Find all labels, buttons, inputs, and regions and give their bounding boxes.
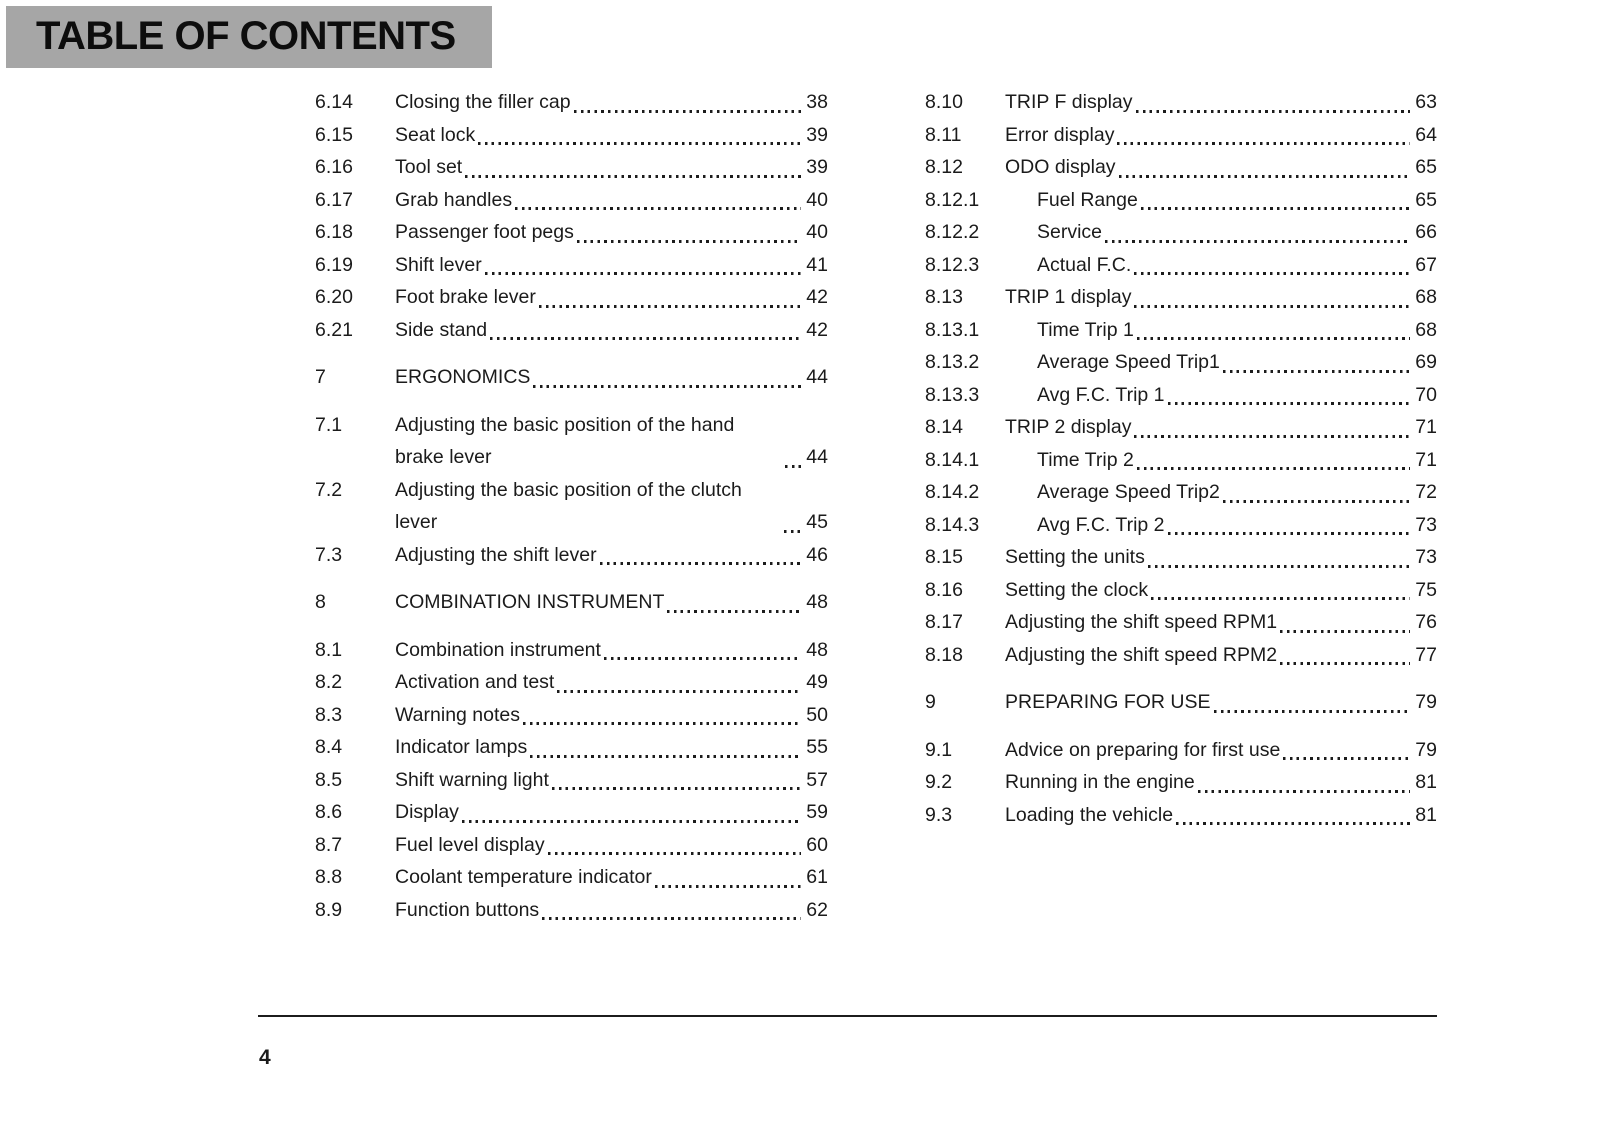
toc-entry-number: 8.12.2 <box>925 221 980 243</box>
toc-dot-leader <box>478 142 801 145</box>
toc-entry-page: 48 <box>806 591 828 613</box>
toc-dot-leader <box>1214 710 1411 713</box>
toc-entry-number: 8.13 <box>925 286 963 308</box>
toc-entry <box>925 766 1437 799</box>
toc-entry-title: TRIP 1 display <box>1005 286 1132 308</box>
toc-entry-page: 79 <box>1415 738 1437 761</box>
toc-entry-page: 73 <box>1415 546 1437 568</box>
toc-entry-number: 8.14.1 <box>925 448 980 471</box>
toc-dot-leader <box>539 305 801 308</box>
toc-entry-number: 6.14 <box>315 91 353 113</box>
toc-entry-page: 81 <box>1415 803 1437 826</box>
toc-entry-number: 6.20 <box>315 286 353 308</box>
toc-entry-number: 6.18 <box>315 221 353 243</box>
toc-entry-number: 8.9 <box>315 898 343 921</box>
toc-entry-number: 7.1 <box>315 413 343 436</box>
toc-entry-title: Display <box>395 801 459 823</box>
toc-entry-page: 50 <box>806 703 828 726</box>
toc-dot-leader <box>1105 240 1410 243</box>
toc-entry-number: 8.5 <box>315 768 343 791</box>
toc-entry-page: 42 <box>806 286 828 308</box>
toc-dot-leader <box>1223 370 1410 373</box>
toc-entry-page: 65 <box>1415 156 1437 178</box>
toc-entry <box>925 411 1437 444</box>
toc-entry <box>315 281 828 314</box>
toc-entry <box>315 731 828 764</box>
toc-entry <box>315 249 828 282</box>
toc-dot-leader <box>1168 402 1411 405</box>
toc-dot-leader <box>1134 305 1410 308</box>
toc-entry <box>315 409 828 474</box>
toc-entry-title: Loading the vehicle <box>1005 803 1174 826</box>
toc-entry-title: Running in the engine <box>1005 771 1195 793</box>
toc-entry <box>315 361 828 394</box>
toc-entry-title: Seat lock <box>395 123 476 146</box>
toc-entry-number: 8.10 <box>925 91 963 113</box>
toc-entry-number: 8.4 <box>315 736 343 758</box>
toc-dot-leader <box>1141 207 1410 210</box>
toc-entry-page: 60 <box>806 833 828 856</box>
toc-entry-number: 8.7 <box>315 833 343 856</box>
toc-entry-page: 63 <box>1415 91 1437 113</box>
toc-entry-number: 8.12.1 <box>925 188 980 211</box>
toc-entry-title: Fuel Range <box>1037 188 1138 211</box>
toc-entry-page: 46 <box>806 543 828 566</box>
toc-entry-page: 73 <box>1415 513 1437 536</box>
toc-entry-page: 57 <box>806 768 828 791</box>
toc-dot-leader <box>1137 467 1411 470</box>
toc-entry-number: 8.6 <box>315 801 343 823</box>
toc-entry <box>315 586 828 619</box>
toc-entry <box>925 314 1437 347</box>
toc-entry-number: 9.2 <box>925 771 953 793</box>
toc-dot-leader <box>1280 662 1410 665</box>
toc-entry <box>925 686 1437 719</box>
toc-entry-title: Adjusting the shift speed RPM2 <box>1005 643 1278 666</box>
toc-entry-page: 55 <box>806 736 828 758</box>
toc-entry-title: Coolant temperature indicator <box>395 866 652 888</box>
toc-entry-number: 9.3 <box>925 803 953 826</box>
toc-entry <box>925 734 1437 767</box>
toc-entry <box>925 444 1437 477</box>
toc-entry-number: 6.21 <box>315 318 353 341</box>
toc-entry <box>315 314 828 347</box>
toc-entry-title: Adjusting the basic position of the hand brake lever <box>395 413 735 468</box>
toc-entry-number: 9.1 <box>925 738 953 761</box>
toc-entry-page: 64 <box>1415 123 1437 146</box>
toc-dot-leader <box>784 530 802 533</box>
toc-dot-leader <box>667 610 801 613</box>
toc-entry-page: 42 <box>806 318 828 341</box>
toc-dot-leader <box>1176 822 1410 825</box>
toc-entry <box>925 184 1437 217</box>
toc-dot-leader <box>1283 757 1410 760</box>
toc-entry-page: 48 <box>806 638 828 661</box>
toc-entry-number: 6.15 <box>315 123 353 146</box>
toc-entry-number: 8.18 <box>925 643 963 666</box>
toc-dot-leader <box>600 562 802 565</box>
toc-entry-number: 8.14.2 <box>925 481 980 503</box>
toc-entry-number: 8.16 <box>925 578 963 601</box>
toc-dot-leader <box>785 465 801 468</box>
page-number-label: 4 <box>259 1046 271 1069</box>
toc-entry-title: Function buttons <box>395 898 540 921</box>
toc-entry-page: 71 <box>1415 448 1437 471</box>
toc-entry-number: 8.3 <box>315 703 343 726</box>
toc-entry-number: 6.19 <box>315 253 353 276</box>
toc-entry <box>925 216 1437 249</box>
toc-entry-page: 40 <box>806 188 828 211</box>
toc-entry-number: 8.1 <box>315 638 343 661</box>
toc-entry <box>925 509 1437 542</box>
toc-entry-page: 38 <box>806 91 828 113</box>
toc-entry-page: 76 <box>1415 611 1437 633</box>
toc-entry-number: 7 <box>315 366 326 388</box>
toc-entry <box>315 861 828 894</box>
toc-entry-page: 79 <box>1415 691 1437 713</box>
toc-entry-number: 7.2 <box>315 478 343 501</box>
toc-entry <box>925 574 1437 607</box>
toc-entry <box>925 379 1437 412</box>
toc-entry-number: 8.11 <box>925 123 962 146</box>
toc-dot-leader <box>1148 565 1410 568</box>
page-title: TABLE OF CONTENTS <box>36 14 456 58</box>
toc-entry <box>315 474 828 539</box>
toc-dot-leader <box>557 690 801 693</box>
toc-entry-title: Tool set <box>395 156 463 178</box>
toc-entry-page: 62 <box>806 898 828 921</box>
toc-dot-leader <box>515 207 801 210</box>
toc-entry-page: 39 <box>806 123 828 146</box>
toc-entry <box>315 829 828 862</box>
toc-entry-title: Warning notes <box>395 703 521 726</box>
toc-dot-leader <box>574 110 802 113</box>
toc-entry-page: 59 <box>806 801 828 823</box>
toc-entry-title: ERGONOMICS <box>395 366 531 388</box>
toc-entry <box>925 249 1437 282</box>
toc-dot-leader <box>552 787 801 790</box>
toc-entry-title: ODO display <box>1005 156 1116 178</box>
toc-entry-title: Passenger foot pegs <box>395 221 574 243</box>
toc-dot-leader <box>533 385 801 388</box>
toc-entry-title: Avg F.C. Trip 2 <box>1037 513 1165 536</box>
toc-entry-number: 8.17 <box>925 611 963 633</box>
toc-entry-number: 8.13.2 <box>925 351 980 373</box>
toc-dot-leader <box>1223 500 1410 503</box>
toc-entry-page: 67 <box>1415 253 1437 276</box>
toc-entry <box>925 281 1437 314</box>
toc-entry-page: 44 <box>806 446 828 468</box>
toc-entry-page: 71 <box>1415 416 1437 438</box>
toc-entry-page: 45 <box>806 511 828 533</box>
toc-entry-title: TRIP 2 display <box>1005 416 1132 438</box>
toc-entry-page: 66 <box>1415 221 1437 243</box>
toc-entry <box>315 119 828 152</box>
toc-entry-title: Grab handles <box>395 188 513 211</box>
toc-entry-title: Actual F.C. <box>1037 253 1132 276</box>
toc-dot-leader <box>1151 597 1410 600</box>
toc-entry-page: 49 <box>806 671 828 693</box>
toc-entry-number: 8.13.3 <box>925 383 980 406</box>
toc-entry <box>315 151 828 184</box>
toc-dot-leader <box>1136 110 1411 113</box>
toc-entry-title: Adjusting the shift speed RPM1 <box>1005 611 1278 633</box>
toc-dot-leader <box>655 885 801 888</box>
toc-entry-page: 70 <box>1415 383 1437 406</box>
toc-entry-number: 8.13.1 <box>925 318 980 341</box>
toc-entry-title: Shift warning light <box>395 768 549 791</box>
toc-dot-leader <box>1134 435 1410 438</box>
toc-entry-page: 72 <box>1415 481 1437 503</box>
toc-entry-page: 44 <box>806 366 828 388</box>
toc-dot-leader <box>1168 532 1411 535</box>
toc-entry-number: 6.16 <box>315 156 353 178</box>
toc-entry <box>925 86 1437 119</box>
toc-entry <box>315 184 828 217</box>
toc-entry <box>925 119 1437 152</box>
toc-entry-page: 41 <box>806 253 828 276</box>
toc-dot-leader <box>485 272 802 275</box>
toc-entry-number: 8.14 <box>925 416 963 438</box>
toc-entry-page: 68 <box>1415 286 1437 308</box>
toc-entry-page: 65 <box>1415 188 1437 211</box>
toc-entry-title: COMBINATION INSTRUMENT <box>395 591 665 613</box>
toc-entry-title: Time Trip 2 <box>1037 448 1134 471</box>
toc-dot-leader <box>530 755 801 758</box>
toc-entry-page: 81 <box>1415 771 1437 793</box>
toc-entry <box>925 151 1437 184</box>
toc-entry-number: 8.14.3 <box>925 513 980 536</box>
toc-entry-title: Average Speed Trip1 <box>1037 351 1220 373</box>
toc-entry-title: Shift lever <box>395 253 482 276</box>
toc-entry-page: 68 <box>1415 318 1437 341</box>
toc-dot-leader <box>1117 142 1410 145</box>
toc-entry <box>315 699 828 732</box>
toc-entry-number: 8.12 <box>925 156 963 178</box>
table-of-contents <box>258 86 1437 926</box>
page-header <box>6 6 492 68</box>
toc-entry-title: Combination instrument <box>395 638 601 661</box>
toc-entry-title: Time Trip 1 <box>1037 318 1134 341</box>
toc-dot-leader <box>1134 272 1410 275</box>
toc-entry-title: Setting the clock <box>1005 578 1149 601</box>
toc-entry-page: 75 <box>1415 578 1437 601</box>
toc-entry <box>315 796 828 829</box>
toc-dot-leader <box>462 820 801 823</box>
toc-entry <box>315 764 828 797</box>
toc-entry-title: Activation and test <box>395 671 555 693</box>
toc-dot-leader <box>490 337 801 340</box>
toc-entry <box>925 606 1437 639</box>
toc-entry-title: Adjusting the shift lever <box>395 543 597 566</box>
toc-entry-title: Service <box>1037 221 1103 243</box>
toc-dot-leader <box>1198 790 1411 793</box>
toc-entry-number: 8.15 <box>925 546 963 568</box>
toc-column-left <box>258 86 828 926</box>
toc-dot-leader <box>1280 630 1410 633</box>
toc-entry <box>925 799 1437 832</box>
toc-entry <box>315 539 828 572</box>
toc-entry-title: Fuel level display <box>395 833 545 856</box>
toc-entry-page: 61 <box>806 866 828 888</box>
toc-entry <box>925 541 1437 574</box>
toc-dot-leader <box>542 917 801 920</box>
footer-rule <box>258 1015 1437 1017</box>
toc-dot-leader <box>465 175 801 178</box>
toc-entry-title: Side stand <box>395 318 488 341</box>
toc-entry <box>315 666 828 699</box>
toc-entry <box>315 86 828 119</box>
toc-entry-page: 77 <box>1415 643 1437 666</box>
toc-entry-title: Foot brake lever <box>395 286 536 308</box>
toc-dot-leader <box>1137 337 1411 340</box>
toc-entry <box>315 894 828 927</box>
toc-dot-leader <box>577 240 801 243</box>
toc-entry <box>925 639 1437 672</box>
toc-entry-number: 7.3 <box>315 543 343 566</box>
toc-entry-title: PREPARING FOR USE <box>1005 691 1211 713</box>
toc-entry-title: TRIP F display <box>1005 91 1133 113</box>
toc-dot-leader <box>604 657 801 660</box>
toc-column-right <box>925 86 1437 926</box>
toc-dot-leader <box>548 852 802 855</box>
toc-entry-title: Indicator lamps <box>395 736 528 758</box>
toc-entry <box>925 346 1437 379</box>
toc-entry-title: Error display <box>1005 123 1115 146</box>
toc-entry-title: Adjusting the basic position of the clutch lever <box>395 478 742 533</box>
toc-entry <box>315 634 828 667</box>
toc-entry-page: 69 <box>1415 351 1437 373</box>
toc-entry-number: 8.12.3 <box>925 253 980 276</box>
toc-entry-title: Closing the filler cap <box>395 91 571 113</box>
toc-entry-number: 6.17 <box>315 188 353 211</box>
toc-entry-number: 8 <box>315 591 326 613</box>
toc-entry-title: Average Speed Trip2 <box>1037 481 1220 503</box>
toc-dot-leader <box>523 722 801 725</box>
toc-entry-page: 40 <box>806 221 828 243</box>
toc-entry-title: Advice on preparing for first use <box>1005 738 1281 761</box>
toc-entry <box>925 476 1437 509</box>
toc-entry-title: Avg F.C. Trip 1 <box>1037 383 1165 406</box>
toc-entry <box>315 216 828 249</box>
toc-entry-title: Setting the units <box>1005 546 1145 568</box>
toc-entry-number: 8.8 <box>315 866 343 888</box>
toc-entry-number: 9 <box>925 691 936 713</box>
toc-dot-leader <box>1119 175 1411 178</box>
toc-entry-number: 8.2 <box>315 671 343 693</box>
toc-entry-page: 39 <box>806 156 828 178</box>
